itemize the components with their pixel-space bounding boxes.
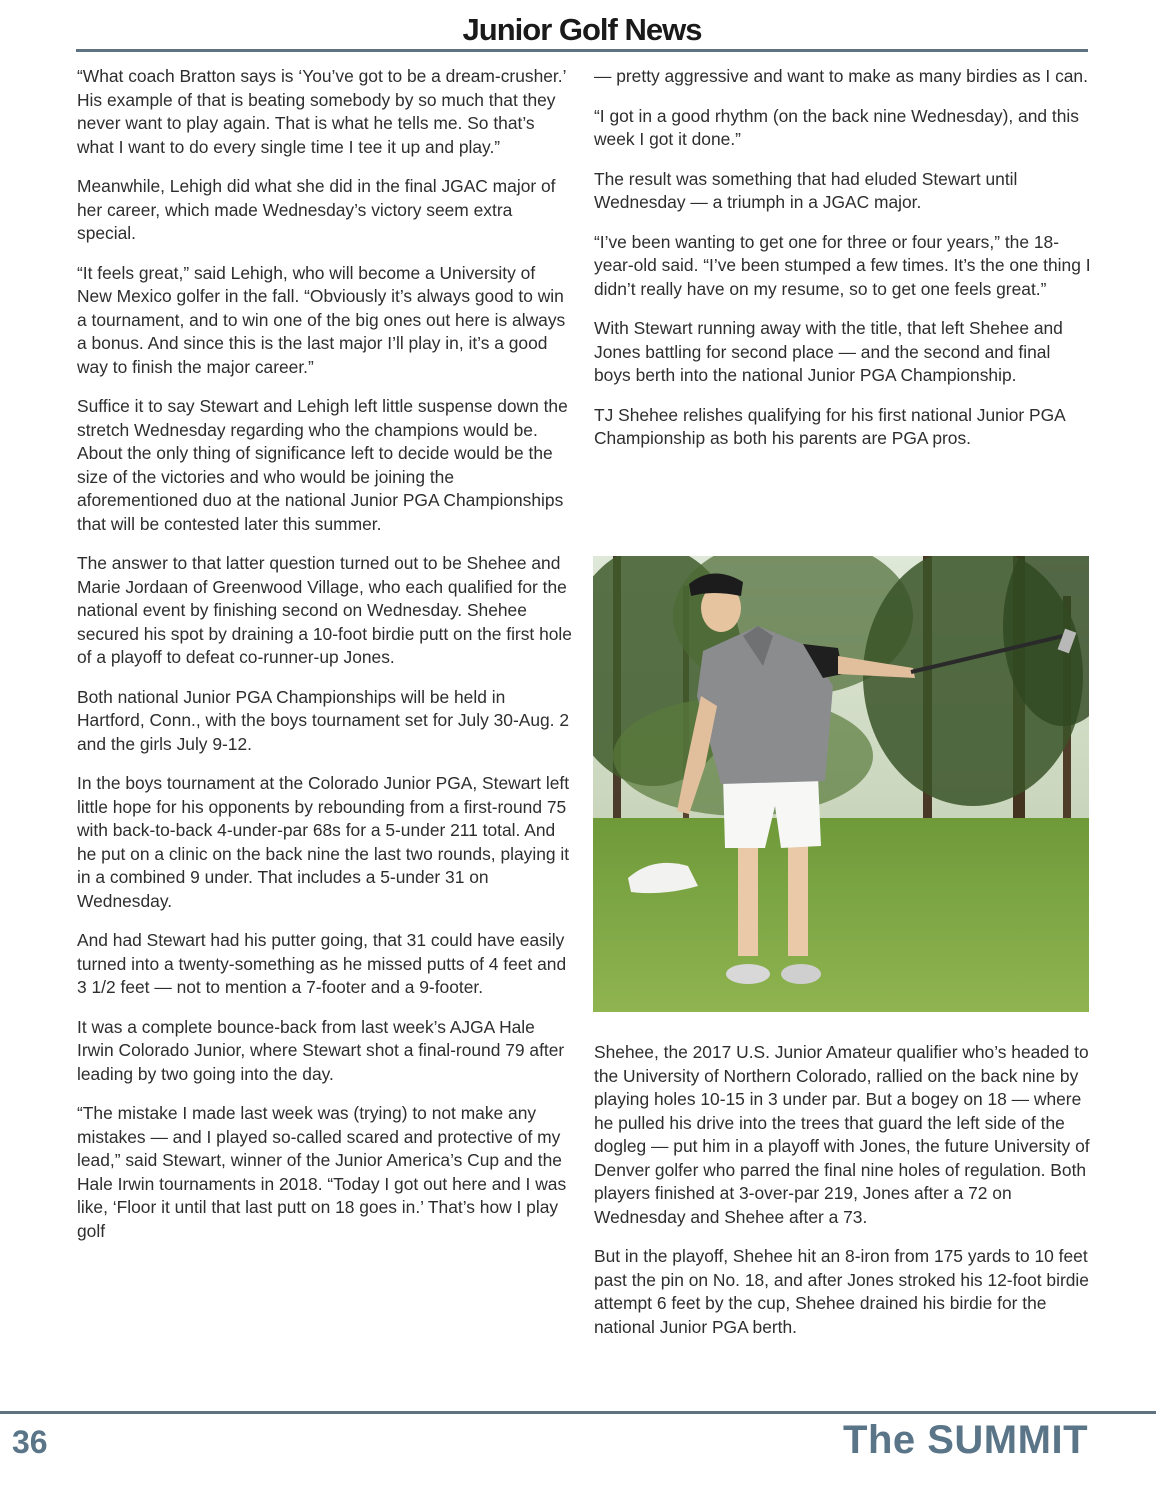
paragraph: “I got in a good rhythm (on the back nine Wednesday), and this week I got it done.” (594, 105, 1079, 149)
paragraph: Meanwhile, Lehigh did what she did in the final JGAC major of her career, which made Wednesday’s victory seem extra special. (77, 176, 556, 243)
paragraph: Shehee, the 2017 U.S. Junior Amateur qualifier who’s headed to the University of Northern Colorado, rallied on the back nine by playing holes 10-15 in 3 under par. But a bogey on 18 — where he pulled his drive into the trees that guard the left side of the dogleg — put him in a playoff with Jones, the future University of Denver golfer who parred the final nine holes of regulation. Both players finished at 3-over-par 219, Jones after a 72 on Wednesday and Shehee after a 73. (594, 1042, 1090, 1227)
paragraph: But in the playoff, Shehee hit an 8-iron from 175 yards to 10 feet past the pin on No. 18, and after Jones stroked his 12-foot birdie attempt 6 feet by the cup, Shehee drained his birdie for the national Junior PGA berth. (594, 1246, 1089, 1337)
paragraph: “The mistake I made last week was (trying) to not make any mistakes — and I played so-called scared and protective of my lead,” said Stewart, winner of the Junior America’s Cup and the Hale Irwin tournaments in 2018. “Today I got out here and I was like, ‘Floor it until that last putt on 18 goes in.’ That’s how I play golf (77, 1103, 567, 1241)
paragraph: The result was something that had eluded Stewart until Wednesday — a triumph in a JGAC major. (594, 168, 1018, 212)
paragraph: Both national Junior PGA Championships will be held in Hartford, Conn., with the boys tournament set for July 30-Aug. 2 and the girls July 9-12. (77, 686, 570, 754)
magazine-title: The SUMMIT (843, 1418, 1088, 1462)
paragraph: “I’ve been wanting to get one for three or four years,” the 18-year-old said. “I’ve been stumped a few times. It’s the one thing I didn’t really have on my resume, so to get one feels great.” (594, 231, 1091, 299)
footer-rule (0, 1411, 1156, 1414)
paragraph: The answer to that latter question turned out to be Shehee and Marie Jordaan of Greenwood Village, who each qualified for the national event by finishing second on Wednesday. Shehee secured his spot by draining a 10-foot birdie putt on the first hole of a playoff to defeat co-runner-up Jones. (77, 553, 572, 667)
paragraph: In the boys tournament at the Colorado Junior PGA, Stewart left little hope for his opponents by rebounding from a first-round 75 with back-to-back 4-under-par 68s for a 5-under 211 total. And he put on a clinic on the back nine the last two rounds, playing it in a combined 9 under. That includes a 5-under 31 on Wednesday. (77, 773, 570, 911)
paragraph: “What coach Bratton says is ‘You’ve got to be a dream-crusher.’ His example of that is beating somebody by so much that they never want to play again. That is what he tells me. So that’s what I want to do every single time I tee it up and play.” (77, 66, 566, 157)
page-number: 36 (12, 1424, 48, 1460)
paragraph: Suffice it to say Stewart and Lehigh left little suspense down the stretch Wednesday regarding who the champions would be. About the only thing of significance left to decide would be the size of the victories and who would be joining the aforementioned duo at the national Junior PGA Championships that will be contested later this summer. (77, 396, 568, 534)
right-column-bottom (594, 1041, 1091, 1355)
paragraph: It was a complete bounce-back from last week’s AJGA Hale Irwin Colorado Junior, where Stewart shot a final-round 79 after leading by two going into the day. (77, 1016, 565, 1084)
paragraph: And had Stewart had his putter going, that 31 could have easily turned into a twenty-something as he missed putts of 4 feet and 3 1/2 feet — not to mention a 7-footer and a 9-footer. (77, 930, 567, 997)
paragraph: — pretty aggressive and want to make as many birdies as I can. (594, 66, 1088, 86)
golfer-photo (593, 556, 1089, 1012)
paragraph: With Stewart running away with the title, that left Shehee and Jones battling for second place — and the second and final boys berth into the national Junior PGA Championship. (594, 318, 1063, 385)
header-rule (76, 49, 1088, 52)
right-column-top (594, 65, 1091, 467)
left-column (77, 65, 574, 1259)
section-title: Junior Golf News (462, 12, 702, 47)
paragraph: “It feels great,” said Lehigh, who will become a University of New Mexico golfer in the fall. “Obviously it’s always good to win a tournament, and to win one of the big ones out here is always a bonus. And since this is the last major I’ll play in, it’s a good way to finish the major career.” (77, 262, 566, 377)
paragraph: TJ Shehee relishes qualifying for his first national Junior PGA Championship as both his parents are PGA pros. (594, 404, 1065, 448)
